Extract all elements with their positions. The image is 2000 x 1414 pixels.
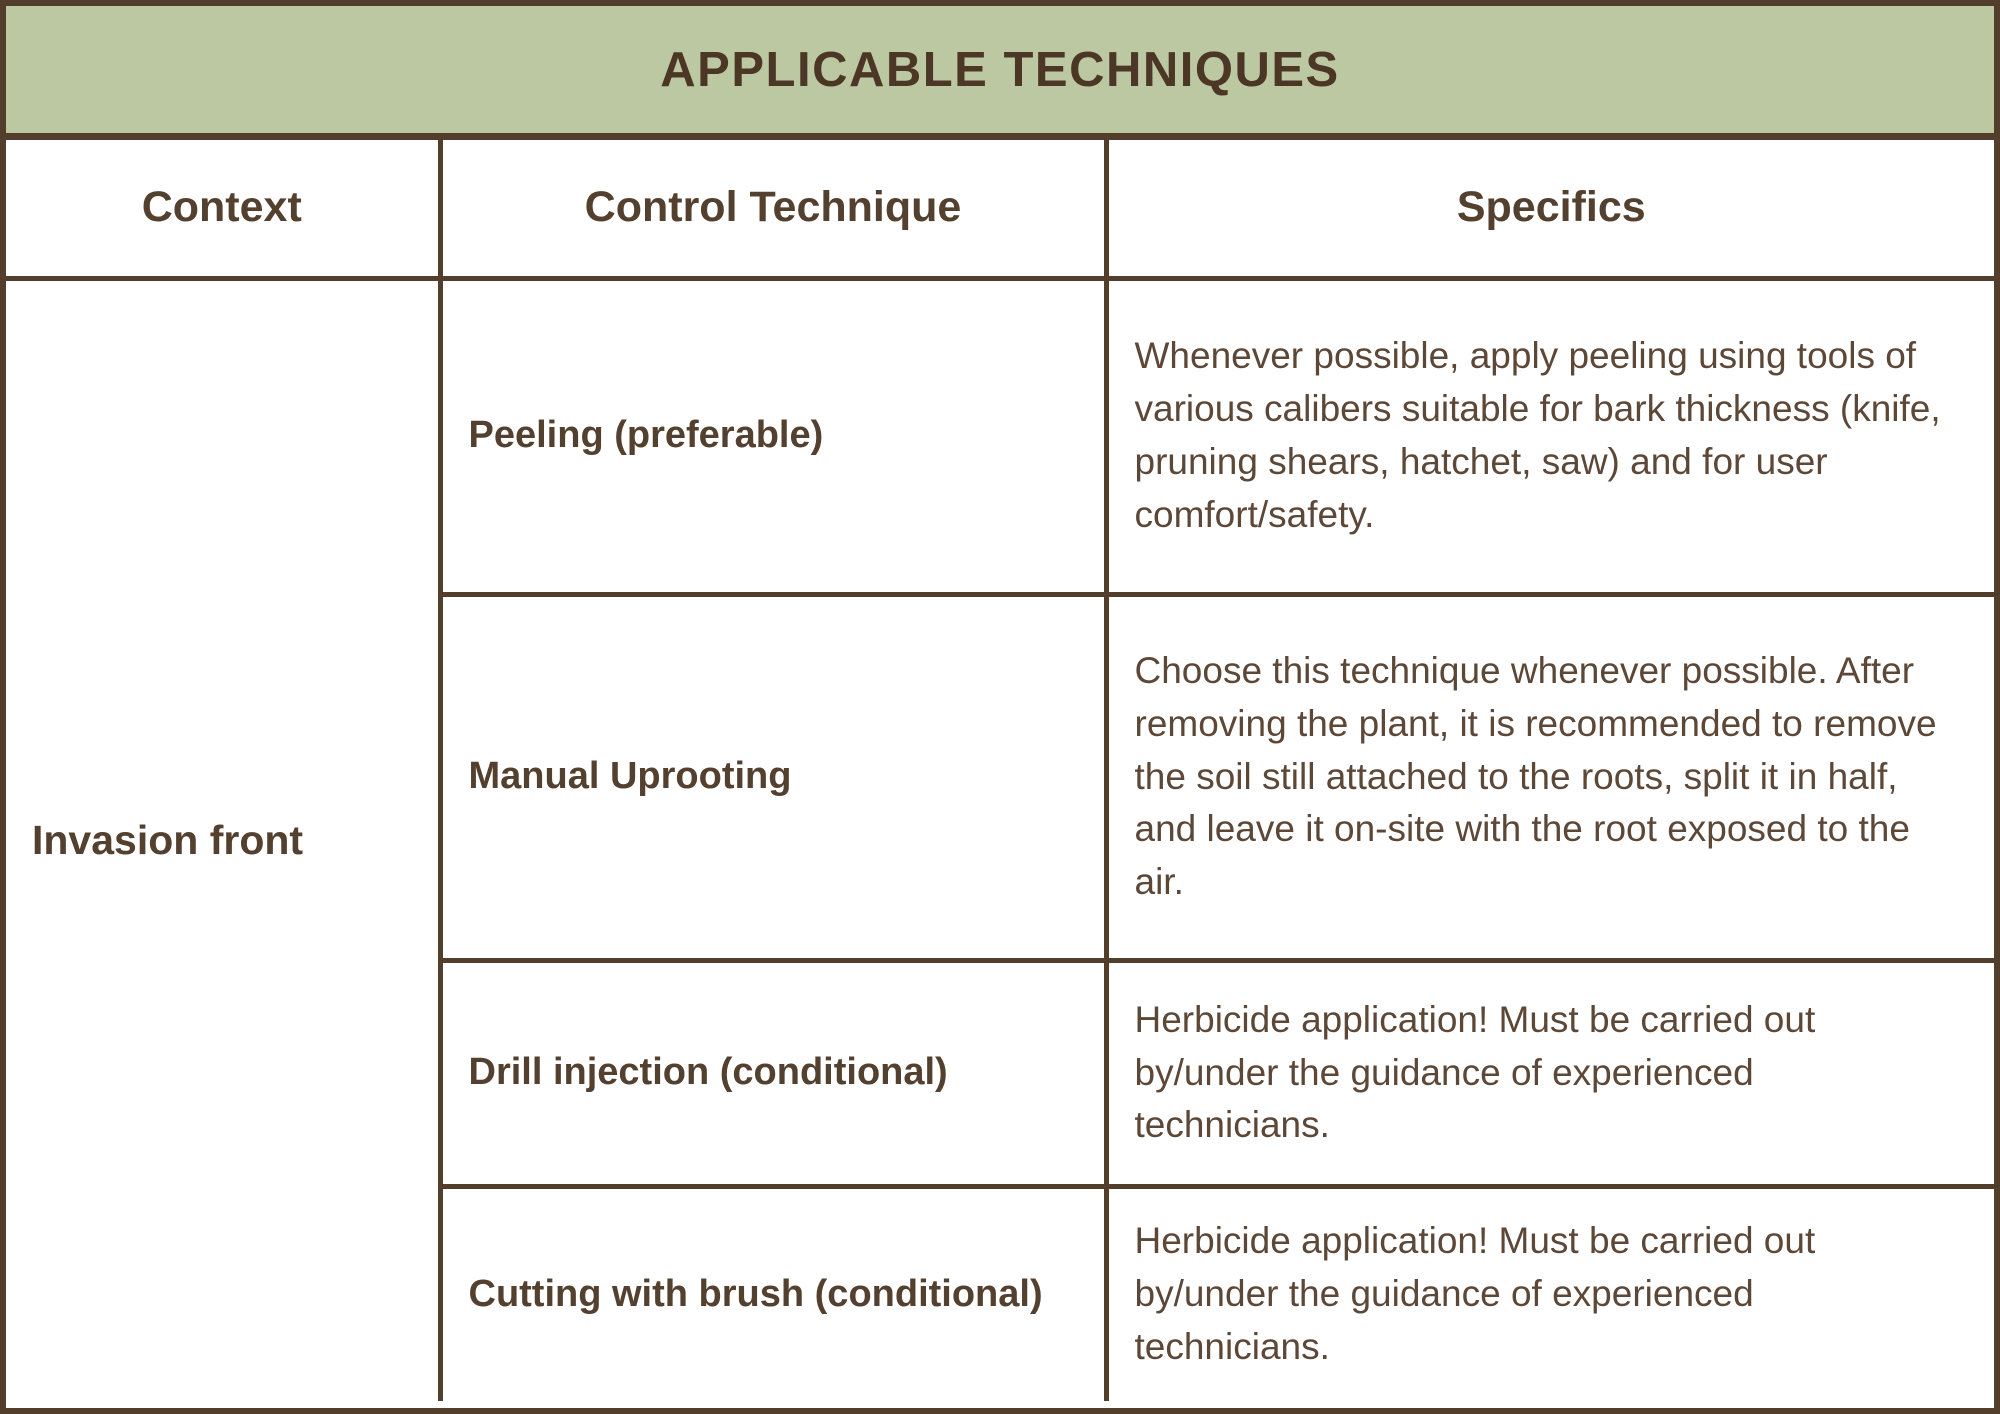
table-title-band <box>6 6 1994 140</box>
column-header-specifics: Specifics <box>1106 140 1994 278</box>
column-header-context: Context <box>6 140 440 278</box>
technique-cell: Peeling (preferable) <box>440 278 1106 594</box>
technique-cell: Manual Uprooting <box>440 594 1106 960</box>
header-row <box>6 140 1994 278</box>
specifics-cell: Whenever possible, apply peeling using tools of various calibers suitable for bark thickness (knife, pruning shears, hatchet, saw) and for user comfort/safety. <box>1106 278 1994 594</box>
column-header-technique: Control Technique <box>440 140 1106 278</box>
techniques-table <box>6 140 1994 1401</box>
context-cell: Invasion front <box>6 278 440 1401</box>
technique-cell: Cutting with brush (conditional) <box>440 1186 1106 1401</box>
technique-cell: Drill injection (conditional) <box>440 960 1106 1186</box>
table-title: APPLICABLE TECHNIQUES <box>660 42 1340 97</box>
specifics-cell: Herbicide application! Must be carried out by/under the guidance of experienced technicians. <box>1106 960 1994 1186</box>
table-row <box>6 278 1994 594</box>
specifics-cell: Herbicide application! Must be carried out by/under the guidance of experienced technicians. <box>1106 1186 1994 1401</box>
specifics-cell: Choose this technique whenever possible. After removing the plant, it is recommended to remove the soil still attached to the roots, split it in half, and leave it on-site with the root exposed to the air. <box>1106 594 1994 960</box>
